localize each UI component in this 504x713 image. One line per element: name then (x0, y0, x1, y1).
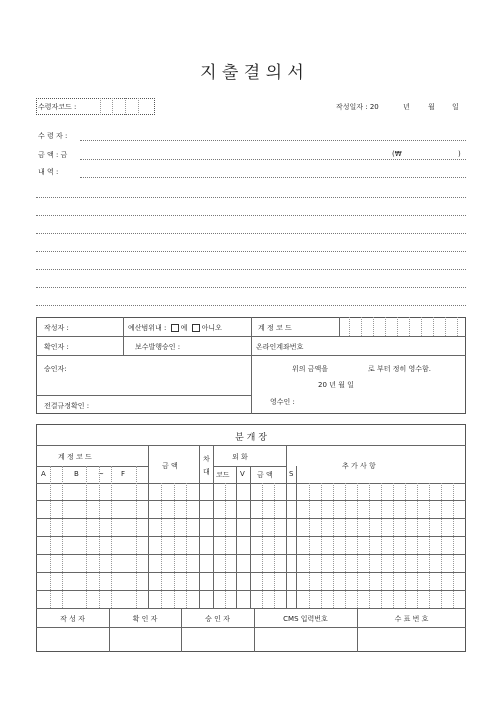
description-line[interactable] (36, 269, 466, 270)
amount-won-close: ) (458, 150, 461, 158)
ledger-code: 코드 (216, 471, 230, 479)
recipient-label: 수 령 자 : (38, 132, 68, 140)
footer-cms: CMS 입력번호 (283, 615, 328, 623)
amount-won-open: (₩ (392, 150, 402, 158)
footer-approver-sign[interactable] (182, 628, 253, 651)
checker-label: 확인자 : (44, 343, 69, 351)
ledger-v: V (240, 470, 245, 478)
document-title: 지 출 결 의 서 (200, 63, 304, 83)
ledger-row[interactable] (36, 590, 466, 591)
receiver-label: 영수인 : (270, 398, 295, 406)
description-line[interactable] (36, 233, 466, 234)
ledger-row[interactable] (36, 536, 466, 537)
date-label: 작성일자 : 20 (336, 103, 379, 111)
description-line[interactable] (80, 177, 466, 178)
description-line[interactable] (36, 287, 466, 288)
ledger-row[interactable] (36, 572, 466, 573)
ledger-row[interactable] (36, 500, 466, 501)
year-label: 년 (403, 103, 410, 111)
ledger-debit: 차 (203, 455, 210, 463)
description-line[interactable] (36, 305, 466, 306)
description-line[interactable] (36, 215, 466, 216)
footer-checker: 확 인 자 (132, 615, 158, 623)
amount-label: 금 액 : 금 (38, 151, 68, 159)
recipient-line[interactable] (80, 140, 466, 141)
footer-checker-sign[interactable] (110, 628, 180, 651)
receipt-text: 위의 금액을 (292, 365, 329, 373)
footer-voucher-field[interactable] (358, 628, 465, 651)
ledger-row[interactable] (36, 554, 466, 555)
footer-voucher: 수 표 번 호 (394, 615, 429, 623)
description-label: 내 역 : (38, 168, 59, 176)
ledger-credit: 대 (203, 468, 210, 476)
ledger-foreign: 외 화 (232, 453, 248, 461)
ledger-fx-amount: 금 액 (257, 471, 273, 479)
footer-approver: 승 인 자 (205, 615, 230, 623)
day-label: 일 (452, 103, 459, 111)
ledger-account-code: 계 정 코 드 (58, 453, 92, 461)
ledger-title: 분 개 장 (235, 433, 267, 443)
online-account-label: 온라인계좌번호 (256, 343, 304, 351)
rule-check-label: 전결규정확인 : (44, 402, 90, 410)
account-code-label: 계 정 코 드 (258, 324, 292, 332)
budget-label: 예산범위내 : 예 아니오 (128, 324, 222, 332)
ledger-row[interactable] (36, 518, 466, 519)
no-checkbox[interactable] (192, 324, 200, 332)
month-label: 월 (428, 103, 435, 111)
amount-line[interactable] (80, 159, 466, 160)
ledger-col-f: F (121, 470, 126, 478)
footer-author-sign[interactable] (37, 628, 108, 651)
ledger-additional: 추 가 사 항 (342, 462, 376, 470)
payee-code-label: 수령자코드 : (38, 103, 77, 111)
description-line[interactable] (36, 197, 466, 198)
receipt-date: 20 년 월 일 (318, 381, 354, 389)
ledger-s: S (289, 470, 294, 478)
receipt-text-2: 로 부터 정히 영수함. (368, 365, 431, 373)
ledger-col-b: B (74, 470, 79, 478)
yes-checkbox[interactable] (171, 324, 179, 332)
ledger-col-a: A (41, 470, 46, 478)
author-label: 작성자 : (44, 324, 69, 332)
footer-cms-field[interactable] (255, 628, 356, 651)
ledger-amount: 금 액 (162, 462, 178, 470)
supplement-label: 보수발행승인 : (135, 343, 181, 351)
description-line[interactable] (36, 251, 466, 252)
footer-author: 작 성 자 (60, 615, 85, 623)
ledger-col-tilde: ~ (98, 470, 104, 478)
approver-label: 승인자: (44, 365, 67, 373)
